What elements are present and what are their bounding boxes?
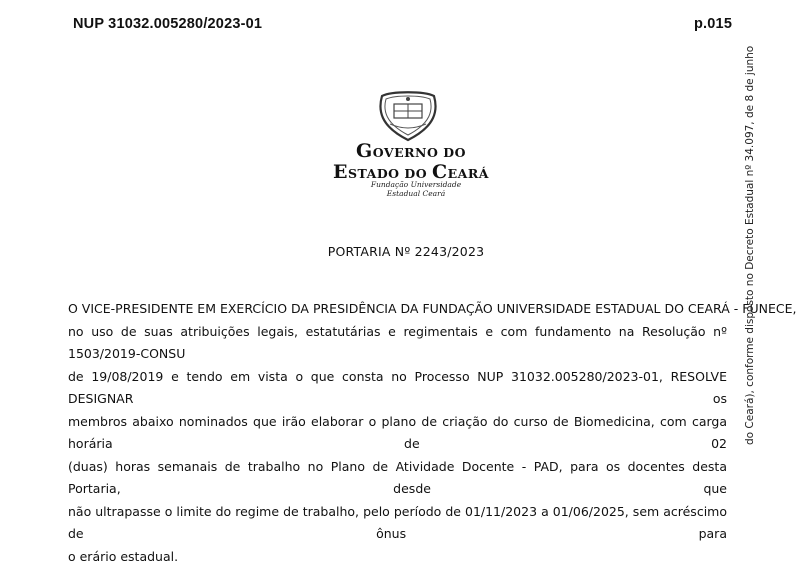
body-line: membros abaixo nominados que irão elaborar o plano de criação do curso de Biomedicina, com carga horária de 02 xyxy=(68,411,727,456)
body-line: no uso de suas atribuições legais, estatutárias e regimentais e com fundamento na Resolução nº 1503/2019-CONSU xyxy=(68,321,727,366)
government-logotype: GOVERNO DO ESTADO DO CEARÁ xyxy=(306,142,516,182)
body-line: (duas) horas semanais de trabalho no Plano de Atividade Docente - PAD, para os docentes desta Portaria, desde que xyxy=(68,456,727,501)
body-line: O VICE-PRESIDENTE EM EXERCÍCIO DA PRESIDÊNCIA DA FUNDAÇÃO UNIVERSIDADE ESTADUAL DO CEARÁ - FUNECE, xyxy=(68,298,727,321)
document-body xyxy=(68,298,727,568)
process-number: NUP 31032.005280/2023-01 xyxy=(73,16,262,32)
document-title: PORTARIA Nº 2243/2023 xyxy=(0,244,800,259)
body-line: de 19/08/2019 e tendo em vista o que consta no Processo NUP 31032.005280/2023-01, RESOLVE DESIGNAR os xyxy=(68,366,727,411)
body-line: o erário estadual. xyxy=(68,546,727,568)
body-line: não ultrapasse o limite do regime de trabalho, pelo período de 01/11/2023 a 01/06/2025, sem acréscimo de ônus para xyxy=(68,501,727,546)
foundation-name: Fundação Universidade Estadual Ceará xyxy=(336,180,496,198)
page-number: p.015 xyxy=(694,16,732,32)
state-seal-icon xyxy=(372,90,444,142)
margin-note: do Ceará), conforme disposto no Decreto Estadual nº 34.097, de 8 de junho xyxy=(744,46,756,445)
